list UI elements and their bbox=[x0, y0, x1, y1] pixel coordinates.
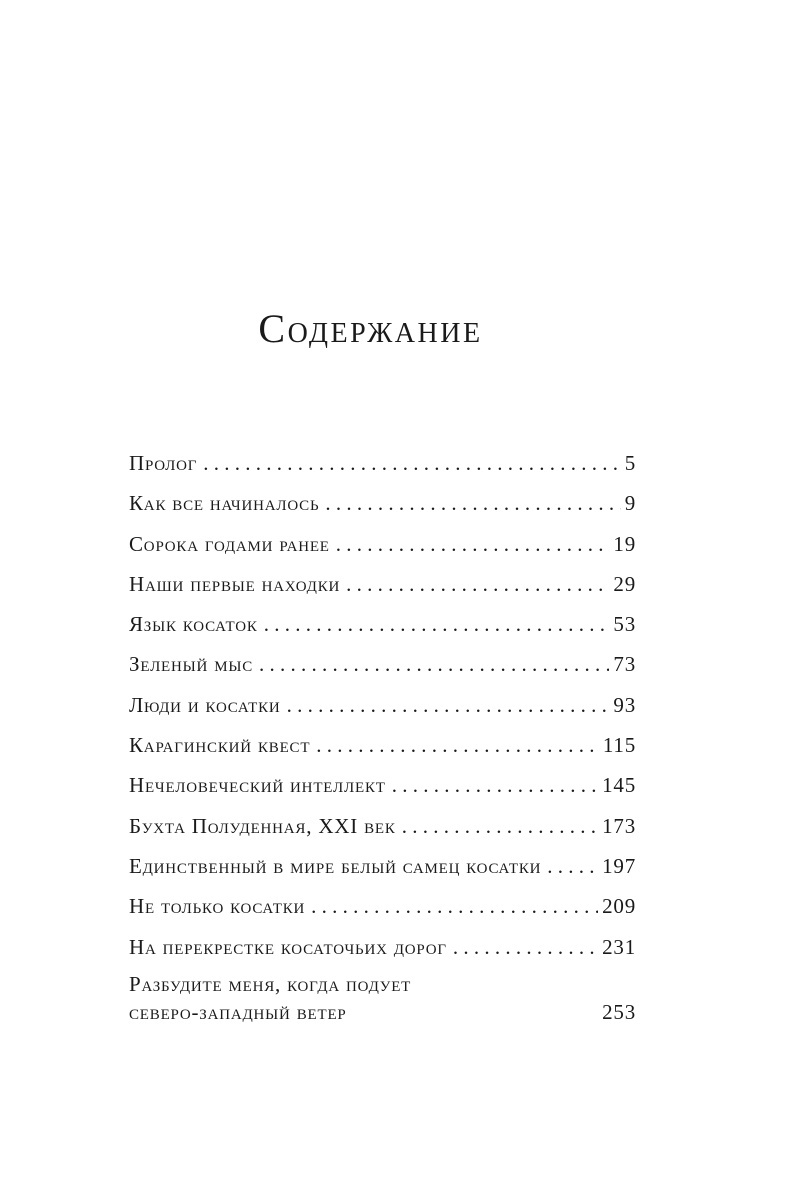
toc-entry-label: На перекрестке косаточьих дорог bbox=[129, 934, 447, 959]
toc-entry bbox=[129, 932, 636, 962]
toc-entry bbox=[129, 448, 636, 478]
toc-leader-dots bbox=[346, 569, 609, 599]
toc-entry-page: 53 bbox=[613, 612, 636, 637]
toc-entry-label: Карагинский квест bbox=[129, 733, 311, 758]
toc-leader-dots bbox=[316, 730, 599, 760]
toc-leader-dots bbox=[402, 811, 598, 841]
toc-entry-label: Бухта Полуденная, XXI век bbox=[129, 813, 396, 838]
toc-entry-page: 73 bbox=[613, 652, 636, 677]
toc-leader-dots bbox=[392, 770, 598, 800]
toc-entry-label: Нечеловеческий интеллект bbox=[129, 773, 386, 798]
toc-entry-page: 29 bbox=[613, 571, 636, 596]
toc-entry-page: 19 bbox=[613, 531, 636, 556]
toc-entry bbox=[129, 529, 636, 559]
toc-leader-dots bbox=[311, 891, 598, 921]
toc-entry-multiline bbox=[129, 970, 636, 1026]
toc-leader-dots bbox=[259, 649, 609, 679]
toc-entry-label-line2: северо-западный ветер bbox=[129, 999, 347, 1024]
toc-entry bbox=[129, 569, 636, 599]
toc-entry-page: 145 bbox=[602, 773, 636, 798]
toc-entry-page: 231 bbox=[602, 934, 636, 959]
toc-leader-dots bbox=[325, 488, 620, 518]
toc-entry-label: Сорока годами ранее bbox=[129, 531, 330, 556]
toc-entry-page: 93 bbox=[613, 692, 636, 717]
toc-entry-label: Зеленый мыс bbox=[129, 652, 254, 677]
toc-entry-label: Наши первые находки bbox=[129, 571, 341, 596]
toc-entry-label: Пролог bbox=[129, 451, 198, 475]
toc-entry-label: Как все начиналось bbox=[129, 491, 320, 516]
toc-entry-label: Люди и косатки bbox=[129, 692, 281, 717]
toc-leader-dots bbox=[264, 609, 610, 639]
toc-entry-page: 173 bbox=[602, 813, 636, 838]
toc-entry-page: 209 bbox=[602, 894, 636, 919]
toc-entry-label: Не только косатки bbox=[129, 894, 306, 919]
toc-entry-page: 5 bbox=[624, 451, 636, 475]
toc-entry bbox=[129, 690, 636, 720]
toc-entry bbox=[129, 851, 636, 881]
toc-entry bbox=[129, 488, 636, 518]
toc-entry bbox=[129, 891, 636, 921]
toc-entry bbox=[129, 811, 636, 841]
toc-leader-dots bbox=[287, 690, 610, 720]
toc-leader-dots bbox=[547, 851, 598, 881]
toc-entry bbox=[129, 730, 636, 760]
toc-entry-page: 197 bbox=[602, 853, 636, 878]
toc-leader-dots bbox=[453, 932, 598, 962]
toc-leader-dots bbox=[203, 448, 620, 478]
table-of-contents bbox=[129, 448, 636, 1026]
toc-entry bbox=[129, 649, 636, 679]
toc-entry bbox=[129, 609, 636, 639]
toc-entry-page: 9 bbox=[624, 491, 636, 516]
toc-entry-page: 115 bbox=[602, 733, 636, 758]
page-title: Содержание bbox=[258, 306, 483, 351]
toc-entry-label-line1: Разбудите меня, когда подует bbox=[129, 971, 412, 996]
toc-leader-dots bbox=[336, 529, 610, 559]
toc-entry-label: Язык косаток bbox=[129, 612, 258, 637]
toc-entry-label: Единственный в мире белый самец косатки bbox=[129, 853, 542, 878]
toc-entry bbox=[129, 770, 636, 800]
toc-entry-page: 253 bbox=[602, 999, 636, 1024]
